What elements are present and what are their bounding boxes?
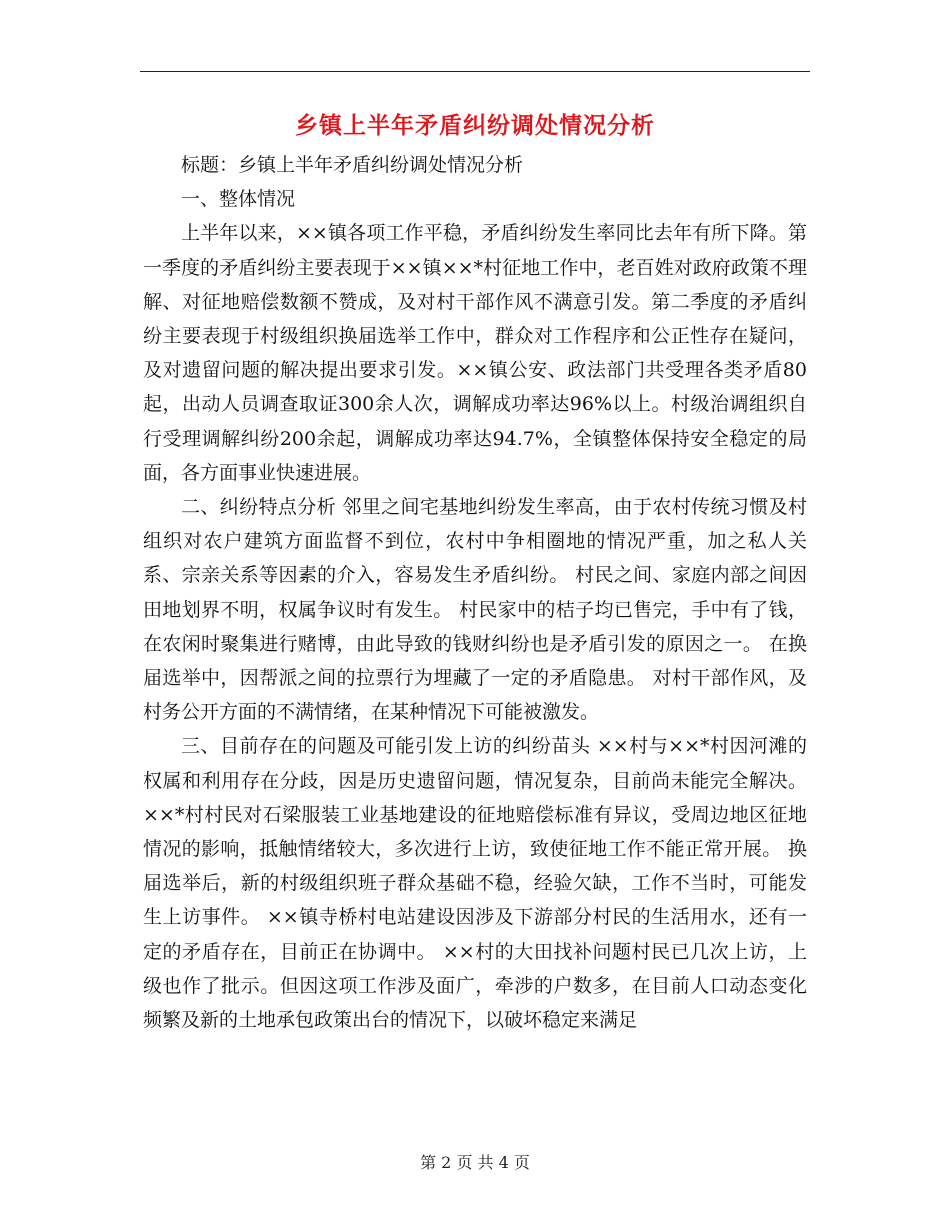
- document-title: 乡镇上半年矛盾纠纷调处情况分析: [295, 112, 655, 139]
- paragraph-overview: 上半年以来，××镇各项工作平稳，矛盾纠纷发生率同比去年有所下降。第一季度的矛盾纠纷主要表现于××镇××*村征地工作中，老百姓对政府政策不理解、对征地赔偿数额不赞成，及对村干部作风不满意引发。第二季度的矛盾纠纷主要表现于村级组织换届选举工作中，群众对工作程序和公正性存在疑问，及对遗留问题的解决提出要求引发。××镇公安、政法部门共受理各类矛盾80起，出动人员调查取证300余人次，调解成功率达96%以上。村级治调组织自行受理调解纠纷200余起，调解成功率达94.7%，全镇整体保持安全稳定的局面，各方面事业快速进展。: [143, 222, 807, 484]
- paragraph-current-problems: 三、目前存在的问题及可能引发上访的纠纷苗头 ××村与××*村因河滩的权属和利用存在分歧，因是历史遗留问题，情况复杂，目前尚未能完全解决。 ××*村村民对石梁服装工业基地建设的征地赔偿标准有异议，受周边地区征地情况的影响，抵触情绪较大，多次进行上访，致使征地工作不能正常开展。 换届选举后，新的村级组织班子群众基础不稳，经验欠缺，工作不当时，可能发生上访事件。 ××镇寺桥村电站建设因涉及下游部分村民的生活用水，还有一定的矛盾存在，目前正在协调中。 ××村的大田找补问题村民已几次上访，上级也作了批示。但因这项工作涉及面广，牵涉的户数多，在目前人口动态变化频繁及新的土地承包政策出台的情况下，以破坏稳定来满足: [143, 735, 807, 1032]
- paragraph-dispute-features: 二、纠纷特点分析 邻里之间宅基地纠纷发生率高，由于农村传统习惯及村组织对农户建筑方面监督不到位，农村中争相圈地的情况严重，加之私人关系、宗亲关系等因素的介入，容易发生矛盾纠纷。 村民之间、家庭内部之间因田地划界不明，权属争议时有发生。 村民家中的桔子均已售完，手中有了钱，在农闲时聚集进行赌博，由此导致的钱财纠纷也是矛盾引发的原因之一。 在换届选举中，因帮派之间的拉票行为埋藏了一定的矛盾隐患。 对村干部作风，及村务公开方面的不满情绪，在某种情况下可能被激发。: [143, 496, 807, 724]
- subtitle-line: 标题：乡镇上半年矛盾纠纷调处情况分析: [181, 154, 524, 176]
- document-body: [143, 148, 807, 1037]
- section-heading-overview: 一、整体情况: [181, 188, 296, 211]
- header-rule: [140, 71, 810, 72]
- page-number: 第 2 页 共 4 页: [420, 1153, 530, 1172]
